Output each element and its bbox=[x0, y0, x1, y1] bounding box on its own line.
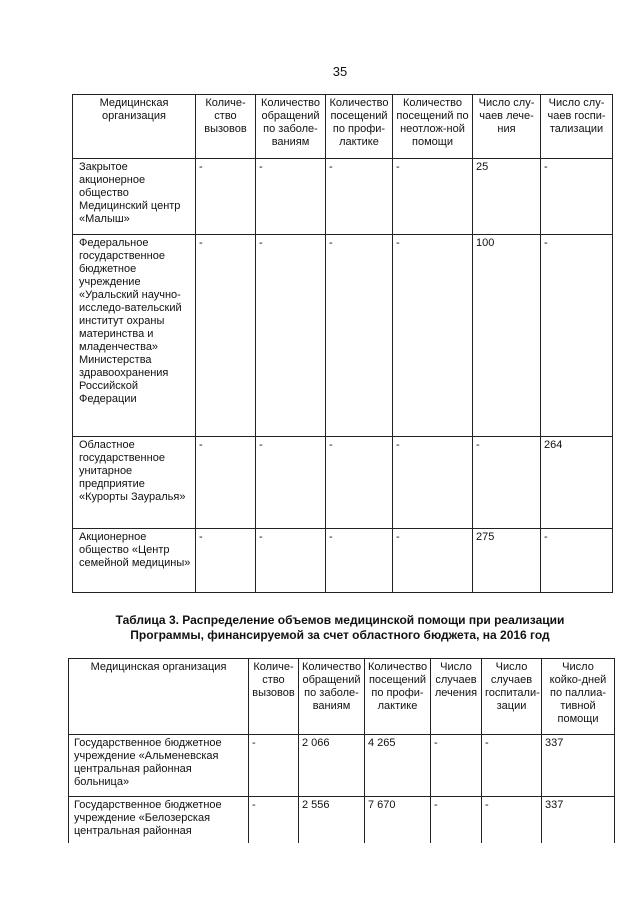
cell: - bbox=[393, 437, 473, 529]
cell: - bbox=[326, 159, 393, 235]
org-name: Государственное бюджетное учреждение «Белозерская центральная районная bbox=[69, 797, 249, 843]
cell: - bbox=[541, 159, 613, 235]
cell: - bbox=[326, 437, 393, 529]
table-row bbox=[69, 735, 615, 797]
cell: - bbox=[256, 159, 326, 235]
cell: - bbox=[431, 797, 482, 843]
table-header-row bbox=[73, 95, 613, 159]
cell: - bbox=[256, 235, 326, 437]
cell: 337 bbox=[542, 797, 615, 843]
cell: - bbox=[249, 735, 299, 797]
header-org: Медицинская организация bbox=[73, 95, 196, 159]
cell: - bbox=[326, 529, 393, 593]
cell: - bbox=[482, 735, 542, 797]
table-3-caption bbox=[60, 613, 620, 643]
header-calls: Количе-ство вызовов bbox=[196, 95, 256, 159]
table-row bbox=[73, 437, 613, 529]
header-prevention: Количество посещений по профи-лактике bbox=[365, 659, 431, 735]
header-urgent: Количество посещений по неотлож-ной помощи bbox=[393, 95, 473, 159]
header-hospitalization: Число слу-чаев госпи-тализации bbox=[541, 95, 613, 159]
cell: - bbox=[196, 159, 256, 235]
cell: - bbox=[249, 797, 299, 843]
cell: 25 bbox=[473, 159, 541, 235]
org-name: Государственное бюджетное учреждение «Альменевская центральная районная больница» bbox=[69, 735, 249, 797]
cell: - bbox=[196, 529, 256, 593]
cell: - bbox=[256, 529, 326, 593]
header-org: Медицинская организация bbox=[69, 659, 249, 735]
table-3 bbox=[68, 658, 615, 843]
cell: 2 066 bbox=[299, 735, 365, 797]
table-header-row bbox=[69, 659, 615, 735]
cell: 264 bbox=[541, 437, 613, 529]
cell: - bbox=[326, 235, 393, 437]
caption-line-1: Таблица 3. Распределение объемов медицинской помощи при реализации bbox=[115, 613, 565, 627]
header-hospitalization: Число случаев госпитали-зации bbox=[482, 659, 542, 735]
cell: 4 265 bbox=[365, 735, 431, 797]
cell: - bbox=[393, 159, 473, 235]
org-name: Закрытое акционерное общество Медицинский центр «Малыш» bbox=[73, 159, 196, 235]
cell: - bbox=[473, 437, 541, 529]
table-row bbox=[73, 235, 613, 437]
cell: - bbox=[541, 235, 613, 437]
cell: 337 bbox=[542, 735, 615, 797]
table-2 bbox=[72, 94, 613, 593]
table-row bbox=[73, 529, 613, 593]
header-treatment: Число случаев лечения bbox=[431, 659, 482, 735]
caption-line-2: Программы, финансируемой за счет областного бюджета, на 2016 год bbox=[130, 628, 550, 642]
cell: 7 670 bbox=[365, 797, 431, 843]
org-name: Областное государственное унитарное предприятие «Курорты Зауралья» bbox=[73, 437, 196, 529]
page-number: 35 bbox=[332, 64, 348, 79]
cell: - bbox=[541, 529, 613, 593]
cell: - bbox=[196, 235, 256, 437]
cell: 100 bbox=[473, 235, 541, 437]
cell: - bbox=[196, 437, 256, 529]
cell: - bbox=[431, 735, 482, 797]
header-treatment: Число слу-чаев лече-ния bbox=[473, 95, 541, 159]
cell: - bbox=[256, 437, 326, 529]
table-row bbox=[69, 797, 615, 843]
cell: 275 bbox=[473, 529, 541, 593]
header-palliative: Число койко-дней по паллиа-тивной помощи bbox=[542, 659, 615, 735]
cell: 2 556 bbox=[299, 797, 365, 843]
org-name: Федеральное государственное бюджетное учреждение «Уральский научно-исследо-вательский институт охраны материнства и младенчества» Министерства здравоохранения Российской Федерации bbox=[73, 235, 196, 437]
cell: - bbox=[393, 529, 473, 593]
table-row bbox=[73, 159, 613, 235]
header-calls: Количе-ство вызовов bbox=[249, 659, 299, 735]
header-prevention: Количество посещений по профи-лактике bbox=[326, 95, 393, 159]
header-appeals: Количество обращений по заболе-ваниям bbox=[299, 659, 365, 735]
cell: - bbox=[482, 797, 542, 843]
cell: - bbox=[393, 235, 473, 437]
org-name: Акционерное общество «Центр семейной медицины» bbox=[73, 529, 196, 593]
header-appeals: Количество обращений по заболе-ваниям bbox=[256, 95, 326, 159]
